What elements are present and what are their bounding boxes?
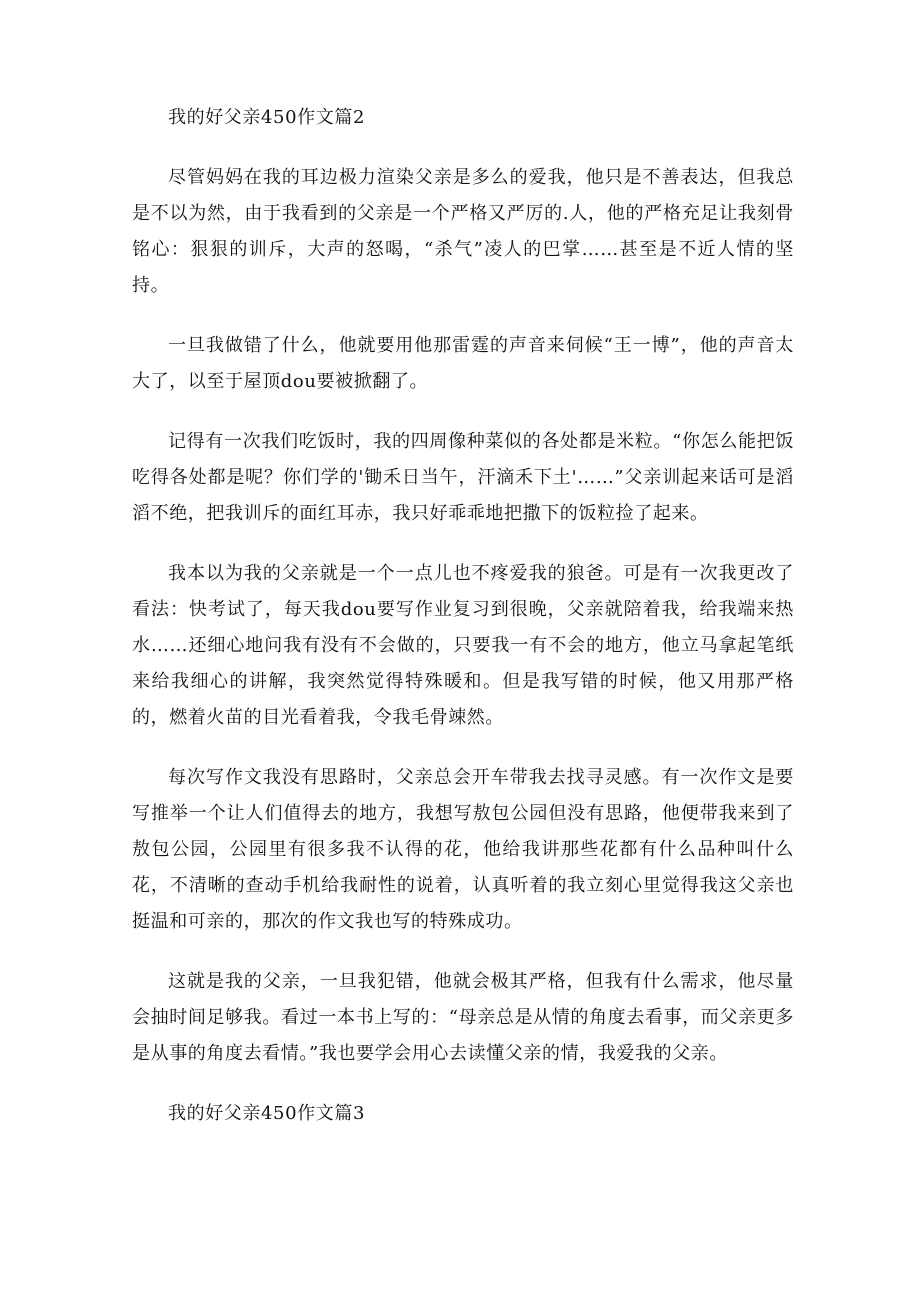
- section-heading-2: 我的好父亲450作文篇2: [168, 107, 366, 128]
- paragraph-3: 记得有一次我们吃饭时，我的四周像种菜似的各处都是米粒。“你怎么能把饭吃得各处都是呢？你们学的'锄禾日当午，汗滴禾下土'……”父亲训起来话可是滔滔不绝，把我训斥的面红耳赤，我只好乖乖地把撒下的饭粒捡了起来。: [132, 431, 794, 524]
- paragraph-2: 一旦我做错了什么，他就要用他那雷霆的声音来伺候“王一博”，他的声音太大了，以至于屋顶dou要被掀翻了。: [132, 335, 794, 392]
- paragraph-1: 尽管妈妈在我的耳边极力渲染父亲是多么的爱我，他只是不善表达，但我总是不以为然，由于我看到的父亲是一个严格又严厉的.人，他的严格充足让我刻骨铭心：狠狠的训斥，大声的怒喝，“杀气”凌人的巴掌……甚至是不近人情的坚持。: [132, 167, 794, 296]
- paragraph-6: 这就是我的父亲，一旦我犯错，他就会极其严格，但我有什么需求，他尽量会抽时间足够我。看过一本书上写的：“母亲总是从情的角度去看事，而父亲更多是从事的角度去看情。”我也要学会用心去读懂父亲的情，我爱我的父亲。: [132, 971, 794, 1064]
- section-heading-3: 我的好父亲450作文篇3: [168, 1103, 366, 1124]
- paragraph-5: 每次写作文我没有思路时，父亲总会开车带我去找寻灵感。有一次作文是要写推举一个让人们值得去的地方，我想写敖包公园但没有思路，他便带我来到了敖包公园，公园里有很多我不认得的花，他给我讲那些花都有什么品种叫什么花，不清晰的查动手机给我耐性的说着，认真听着的我立刻心里觉得我这父亲也挺温和可亲的，那次的作文我也写的特殊成功。: [132, 767, 794, 932]
- document-body: [132, 100, 794, 1156]
- paragraph-4: 我本以为我的父亲就是一个一点儿也不疼爱我的狼爸。可是有一次我更改了看法：快考试了，每天我dou要写作业复习到很晚，父亲就陪着我，给我端来热水……还细心地问我有没有不会做的，只要我一有不会的地方，他立马拿起笔纸来给我细心的讲解，我突然觉得特殊暖和。但是我写错的时候，他又用那严格的，燃着火苗的目光看着我，令我毛骨竦然。: [132, 563, 794, 728]
